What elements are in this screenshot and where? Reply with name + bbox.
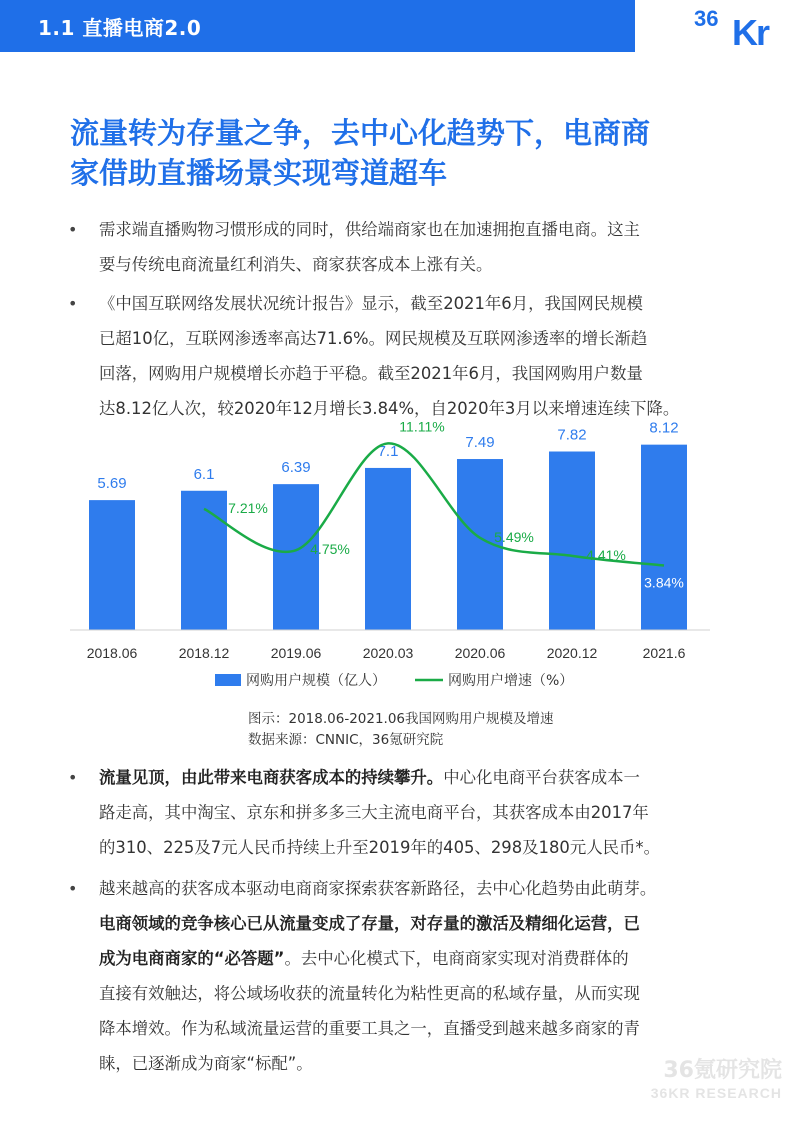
bar-value-label: 6.1 (193, 465, 215, 483)
growth-value-label: 5.49% (494, 528, 534, 545)
growth-value-label: 11.11% (399, 418, 445, 435)
bold-phrase: 电商领域的竞争核心已从流量变成了存量，对存量的激活及精细化运营，已 (99, 914, 640, 933)
chart-canvas (60, 420, 740, 700)
x-tick-label: 2018.06 (86, 645, 138, 661)
bullet-paragraph-2 (66, 286, 732, 426)
research-watermark (632, 1058, 782, 1102)
paragraph-text: 中心化电商平台获客成本一 (443, 768, 640, 787)
watermark-brand: 36氪研究院 (663, 1058, 782, 1083)
paragraph-line: 已超10亿，互联网渗透率高达71.6%。网民规模及互联网渗透率的增长渐趋 (99, 329, 648, 348)
bar-2020.03 (365, 468, 411, 630)
x-tick-label: 2020.12 (546, 645, 598, 661)
paragraph-line: 直接有效触达，将公域场收获的流量转化为粘性更高的私域存量，从而实现 (99, 984, 640, 1003)
x-tick-label: 2018.12 (178, 645, 230, 661)
paragraph-line: 越来越高的获客成本驱动电商商家探索获客新路径，去中心化趋势由此萌芽。 (99, 879, 657, 898)
bar-value-label: 8.12 (649, 419, 679, 437)
paragraph-line: 回落，网购用户规模增长亦趋于平稳。截至2021年6月，我国网购用户数量 (99, 364, 643, 383)
x-tick-label: 2020.03 (362, 645, 414, 661)
growth-value-label: 4.41% (586, 546, 626, 563)
watermark-english: 36KR RESEARCH (650, 1085, 782, 1101)
legend-line-label: 网购用户增速（%） (448, 673, 574, 689)
x-tick-label: 2019.06 (270, 645, 322, 661)
paragraph-line (99, 941, 732, 976)
chart-caption (248, 709, 554, 751)
bullet-marker: • (68, 220, 78, 239)
bullet-marker: • (68, 879, 78, 898)
logo-number: 36 (694, 6, 719, 31)
x-tick-label: 2021.6 (642, 645, 686, 661)
paragraph-line: 达8.12亿人次，较2020年12月增长3.84%，自2020年3月以来增速连续下降。 (99, 399, 680, 418)
paragraph-line: 路走高，其中淘宝、京东和拼多多三大主流电商平台，其获客成本由2017年 (99, 803, 649, 822)
logo-letters: Kr (732, 12, 769, 53)
growth-value-label: 4.75% (310, 541, 350, 558)
paragraph-line: 需求端直播购物习惯形成的同时，供给端商家也在加速拥抱直播电商。这主 (99, 220, 640, 239)
legend-bar-swatch (215, 674, 241, 686)
header-bar (0, 0, 635, 52)
bar-value-label: 7.1 (377, 442, 399, 460)
bar-2020.12 (549, 452, 595, 631)
bold-phrase: 成为电商商家的“必答题” (99, 949, 285, 968)
legend-bar-label: 网购用户规模（亿人） (246, 673, 386, 689)
bullet-paragraph-3 (66, 760, 732, 865)
paragraph-line: 《中国互联网络发展状况统计报告》显示，截至2021年6月，我国网民规模 (99, 294, 643, 313)
bullet-marker: • (68, 768, 78, 787)
bar-2018.06 (89, 500, 135, 630)
growth-value-label: 3.84% (644, 574, 684, 591)
bar-value-label: 7.82 (557, 426, 587, 444)
user-scale-chart (60, 420, 740, 700)
paragraph-line: 要与传统电商流量红利消失、商家获客成本上涨有关。 (99, 255, 493, 274)
bar-2018.12 (181, 491, 227, 630)
caption-source: 数据来源：CNNIC，36氪研究院 (248, 732, 444, 748)
bar-value-label: 7.49 (465, 434, 495, 452)
bar-value-label: 6.39 (281, 459, 311, 477)
paragraph-text: 。去中心化模式下，电商商家实现对消费群体的 (284, 949, 629, 968)
bullet-marker: • (68, 294, 78, 313)
paragraph-line: 的310、225及7元人民币持续上升至2019年的405、298及180元人民币*。 (99, 838, 660, 857)
bar-value-label: 5.69 (97, 475, 127, 493)
growth-value-label: 7.21% (228, 499, 268, 516)
paragraph-line: 降本增效。作为私域流量运营的重要工具之一，直播受到越来越多商家的青 (99, 1019, 640, 1038)
paragraph-line (99, 906, 732, 941)
bar-2021.6 (641, 445, 687, 630)
paragraph-line: 睐，已逐渐成为商家“标配”。 (99, 1054, 313, 1073)
section-title: 1.1 直播电商2.0 (38, 16, 202, 40)
caption-title: 图示：2018.06-2021.06我国网购用户规模及增速 (248, 711, 554, 727)
bold-phrase: 流量见顶，由此带来电商获客成本的持续攀升。 (99, 768, 444, 787)
x-tick-label: 2020.06 (454, 645, 506, 661)
brand-logo (690, 2, 793, 52)
paragraph-line (99, 760, 732, 795)
headline-line-1: 流量转为存量之争，去中心化趋势下，电商商 (70, 116, 651, 150)
bullet-paragraph-1 (66, 212, 732, 282)
bullet-paragraph-4 (66, 871, 732, 1081)
headline-line-2: 家借助直播场景实现弯道超车 (70, 156, 448, 190)
page-headline (70, 113, 750, 193)
